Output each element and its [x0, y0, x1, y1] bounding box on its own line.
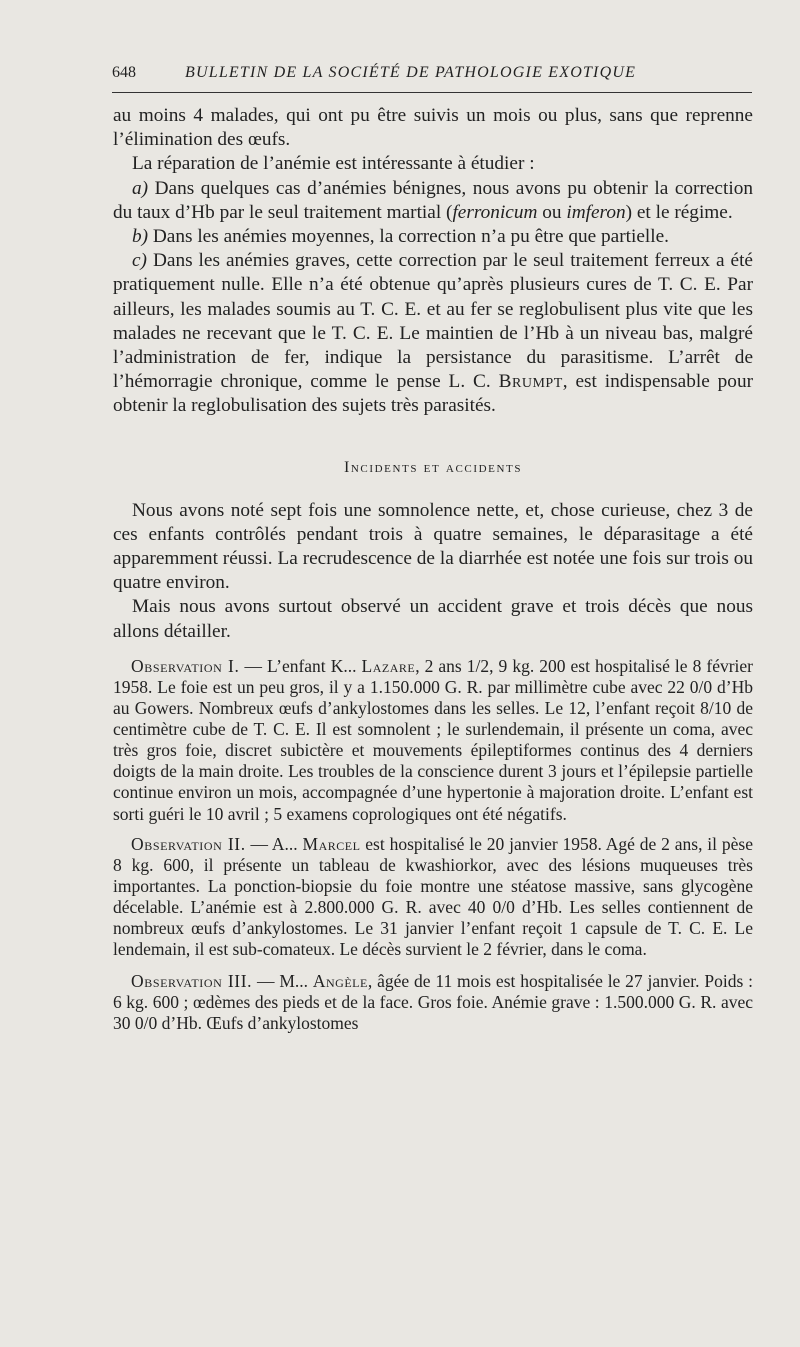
observation-2 — [113, 834, 753, 961]
patient-name: Marcel — [302, 833, 361, 854]
observation-label: Observation II. — [131, 833, 246, 854]
page-body — [113, 104, 753, 1034]
paragraph-7: Mais nous avons surtout observé un accident grave et trois décès que nous allons détailler. — [113, 596, 753, 642]
author-brumpt: Brumpt — [498, 371, 563, 393]
patient-name: Angèle — [312, 971, 368, 992]
observation-label: Observation III. — [131, 971, 253, 992]
term-ferronicum: ferronicum — [452, 201, 538, 223]
spacer — [113, 960, 753, 971]
observation-text: , âgée de 11 mois est hospitalisée le 27 janvier. Poids : 6 kg. 600 ; œdèmes des pieds et de la face. Gros foie. Anémie grave : 1.500.000 G. R. avec 30 0/0 d’Hb. Œufs d’ankylostomes — [113, 971, 753, 1034]
paragraph-c-text-1: Dans les anémies graves, cette correction par le seul traitement ferreux a été pratiquement nulle. Elle n’a été obtenue qu’après plusieurs cures de T. C. E. Par ailleurs, les malades soumis au T. C. E. et au fer se reglobulisent plus vite que les malades ne recevant que le T. C. E. Le maintien de l’Hb à un niveau bas, malgré l’administration de fer, indique la persistance du parasitisme. L’arrêt de l’hémorragie chronique, comme le pense L. C. — [113, 250, 753, 393]
spacer — [113, 825, 753, 834]
observation-3 — [113, 971, 753, 1034]
paragraph-c — [113, 249, 753, 418]
paragraph-c-text-2: , est indispensable pour obtenir la reglobulisation des sujets très parasités. — [113, 371, 754, 417]
page-header — [112, 62, 752, 93]
paragraph-a-text-1: Dans quelques cas d’anémies bénignes, nous avons pu obtenir la correction du taux d’Hb par le seul traitement martial ( — [113, 177, 753, 223]
observation-text: est hospitalisé le 20 janvier 1958. Agé de 2 ans, il pèse 8 kg. 600, il présente un tableau de kwashiorkor, avec des lésions muqueuses très importantes. La ponction-biopsie du foie montre une stéatose massive, sans glycogène décelable. L’anémie est à 2.800.000 G. R. avec 40 0/0 d’Hb. Les selles contiennent de nombreux œufs d’ankylostomes. Le 31 janvier l’enfant reçoit 1 capsule de T. C. E. Le lendemain, il est sub-comateux. Le décès survient le 2 février, dans le coma. — [113, 833, 753, 960]
observation-pre: — A... — [245, 833, 303, 854]
paragraph-2: La réparation de l’anémie est intéressante à étudier : — [132, 153, 535, 175]
running-title: BULLETIN DE LA SOCIÉTÉ DE PATHOLOGIE EXOTIQUE — [185, 64, 637, 81]
item-label-b: b) — [132, 226, 149, 248]
section-heading: Incidents et accidents — [343, 458, 523, 476]
paragraph-b-text: Dans les anémies moyennes, la correction n’a pu être que partielle. — [148, 226, 669, 248]
observation-label: Observation I. — [131, 655, 240, 676]
paragraph-1: au moins 4 malades, qui ont pu être suivis un mois ou plus, sans que reprenne l’élimination des œufs. — [113, 105, 753, 151]
observation-pre: — L’enfant K... — [239, 655, 362, 676]
patient-name: Lazare — [361, 655, 416, 676]
term-imferon: imferon — [566, 201, 626, 223]
observation-text: , 2 ans 1/2, 9 kg. 200 est hospitalisé le 8 février 1958. Le foie est un peu gros, il y a 1.150.000 G. R. par millimètre cube avec 22 0/0 d’Hb au Gowers. Nombreux œufs d’ankylostomes dans les selles. Le 12, l’enfant reçoit 8/10 de centimètre cube de T. C. E. Il est somnolent ; le surlendemain, il présente un coma, avec très gros foie, discret subictère et mouvements épileptiformes continus des 4 derniers doigts de la main droite. Les troubles de la conscience durent 3 jours et l’épilepsie partielle continue environ un mois, accompagnée d’une hypertonie à majoration droite. L’enfant est sorti guéri le 10 avril ; 5 examens coprologiques ont été négatifs. — [113, 655, 753, 824]
page-number: 648 — [112, 64, 136, 81]
item-label-a: a) — [132, 177, 149, 199]
observation-pre: — M... — [252, 971, 313, 992]
observation-1 — [113, 656, 753, 825]
item-label-c: c) — [132, 250, 147, 272]
paragraph-b — [113, 225, 753, 249]
paragraph-a — [113, 177, 753, 225]
spacer — [113, 644, 753, 656]
paragraph-6: Nous avons noté sept fois une somnolence nette, et, chose curieuse, chez 3 de ces enfants contrôlés pendant trois à quatre semaines, le déparasitage a été apparemment réussi. La recrudescence de la diarrhée est notée une fois sur trois ou quatre environ. — [113, 499, 753, 594]
paragraph-a-text-3: ) et le régime. — [625, 201, 733, 223]
paragraph-a-text-2: ou — [537, 201, 567, 223]
